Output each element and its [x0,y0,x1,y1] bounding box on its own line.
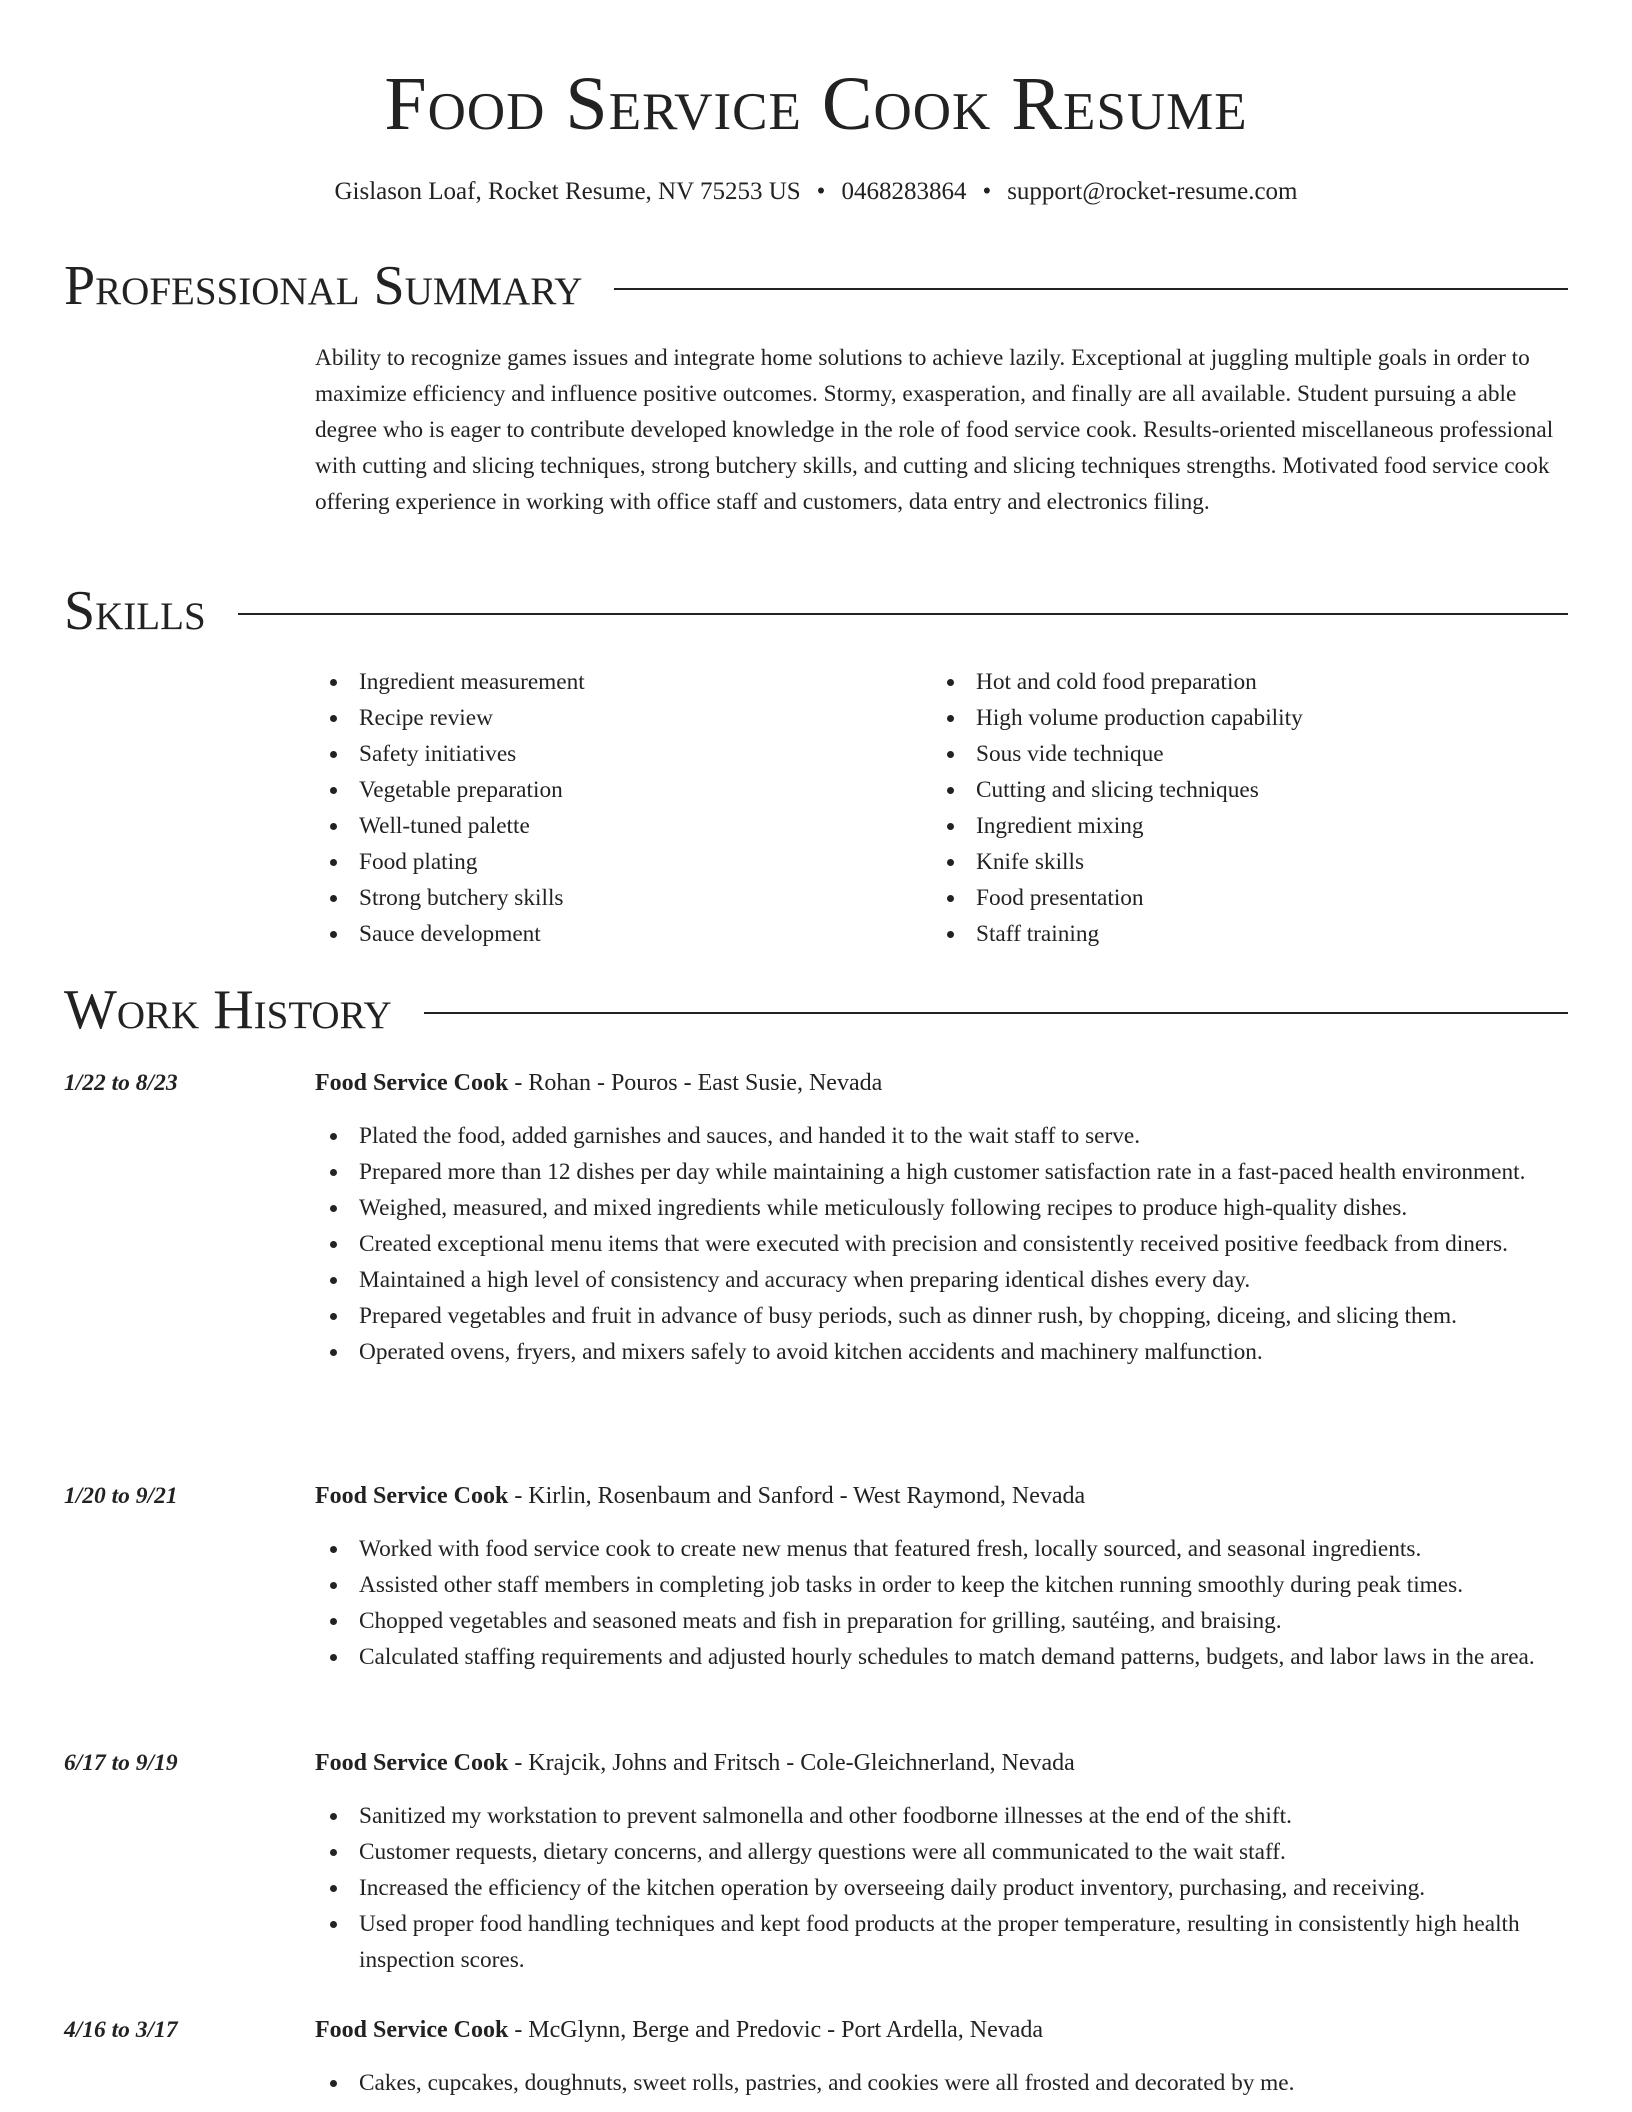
skill-item: Ingredient measurement [315,664,915,700]
section-divider [238,613,1568,615]
job-role: Food Service Cook [315,1483,509,1509]
job-duty-item: Customer requests, dietary concerns, and allergy questions were all communicated to the wait staff. [315,1834,1568,1870]
job-duty-item: Weighed, measured, and mixed ingredients while meticulously following recipes to produce high-quality dishes. [315,1190,1568,1226]
job-duties [315,1531,1568,1675]
job-duty-item: Prepared more than 12 dishes per day while maintaining a high customer satisfaction rate in a fast-paced health environment. [315,1154,1568,1190]
job-duty-item: Increased the efficiency of the kitchen operation by overseeing daily product inventory, purchasing, and receiving. [315,1870,1568,1906]
job-dates: 4/16 to 3/17 [64,2017,178,2043]
job-heading [315,1065,1568,1101]
summary-text: Ability to recognize games issues and integrate home solutions to achieve lazily. Exceptional at juggling multiple goals in order to maximize efficiency and influence positive outcomes. Stormy, exasperation, and finally are all available. Student pursuing a able degree who is eager to contribute developed knowledge in the role of food service cook. Results-oriented miscellaneous professional with cutting and slicing techniques, strong butchery skills, and cutting and slicing techniques strengths. Motivated food service cook offering experience in working with office staff and customers, data entry and electronics filing. [315,345,1554,515]
job-employer: - Krajcik, Johns and Fritsch - Cole-Gleichnerland, Nevada [508,1750,1075,1776]
job-duty-item: Assisted other staff members in completing job tasks in order to keep the kitchen running smoothly during peak times. [315,1567,1568,1603]
skill-item: Well-tuned palette [315,808,915,844]
section-divider [424,1012,1568,1014]
skill-item: Vegetable preparation [315,772,915,808]
job-duty-item: Cakes, cupcakes, doughnuts, sweet rolls, pastries, and cookies were all frosted and decorated by me. [315,2065,1568,2101]
job-duty-item: Prepared vegetables and fruit in advance of busy periods, such as dinner rush, by chopping, diceing, and slicing them. [315,1298,1568,1334]
contact-address: Gislason Loaf, Rocket Resume, NV 75253 US [334,178,801,205]
job-duty-item: Worked with food service cook to create new menus that featured fresh, locally sourced, and seasonal ingredients. [315,1531,1568,1567]
section-divider [614,288,1568,290]
job-duty-item: Used proper food handling techniques and kept food products at the proper temperature, resulting in consistently high health inspection scores. [315,1906,1568,1978]
job-duties [315,2065,1568,2101]
skill-item: Food presentation [932,880,1568,916]
job-employer: - Kirlin, Rosenbaum and Sanford - West Raymond, Nevada [508,1483,1086,1509]
contact-line [0,174,1632,210]
skills-column-left [315,664,915,952]
job-dates: 1/22 to 8/23 [64,1070,178,1096]
skill-item: Staff training [932,916,1568,952]
skill-item: Knife skills [932,844,1568,880]
section-title-summary: Professional Summary [64,255,583,317]
skill-item: Hot and cold food preparation [932,664,1568,700]
skill-item: Sous vide technique [932,736,1568,772]
skill-item: High volume production capability [932,700,1568,736]
section-header-skills [64,579,1568,643]
job-duties [315,1798,1568,1978]
job-heading [315,2012,1568,2048]
job-duty-item: Maintained a high level of consistency and accuracy when preparing identical dishes every day. [315,1262,1568,1298]
job-heading [315,1478,1568,1514]
job-duty-item: Calculated staffing requirements and adjusted hourly schedules to match demand patterns, budgets, and labor laws in the area. [315,1639,1568,1675]
skill-item: Sauce development [315,916,915,952]
skill-item: Recipe review [315,700,915,736]
job-dates: 1/20 to 9/21 [64,1483,178,1509]
contact-email: support@rocket-resume.com [1007,178,1298,205]
skill-item: Strong butchery skills [315,880,915,916]
skills-list-right [932,664,1568,952]
job-duty-item: Chopped vegetables and seasoned meats and fish in preparation for grilling, sautéing, and braising. [315,1603,1568,1639]
job-employer: - Rohan - Pouros - East Susie, Nevada [508,1070,883,1096]
section-title-skills: Skills [64,580,206,642]
job-role: Food Service Cook [315,1750,509,1776]
job-dates: 6/17 to 9/19 [64,1750,178,1776]
skill-item: Cutting and slicing techniques [932,772,1568,808]
resume-title: Food Service Cook Resume [384,62,1248,146]
job-duty-item: Operated ovens, fryers, and mixers safely to avoid kitchen accidents and machinery malfunction. [315,1334,1568,1370]
job-role: Food Service Cook [315,2017,509,2043]
skills-column-right [932,664,1568,952]
skills-list-left [315,664,915,952]
contact-separator: • [982,178,992,205]
contact-phone: 0468283864 [841,178,967,205]
job-heading [315,1745,1568,1781]
section-title-work-history: Work History [64,979,392,1041]
skill-item: Ingredient mixing [932,808,1568,844]
job-role: Food Service Cook [315,1070,509,1096]
section-header-summary [64,254,1568,318]
section-header-work-history [64,978,1568,1042]
contact-separator: • [816,178,826,205]
job-duty-item: Plated the food, added garnishes and sauces, and handed it to the wait staff to serve. [315,1118,1568,1154]
job-employer: - McGlynn, Berge and Predovic - Port Ardella, Nevada [508,2017,1044,2043]
job-duties [315,1118,1568,1370]
skill-item: Safety initiatives [315,736,915,772]
job-duty-item: Sanitized my workstation to prevent salmonella and other foodborne illnesses at the end of the shift. [315,1798,1568,1834]
skill-item: Food plating [315,844,915,880]
job-duty-item: Created exceptional menu items that were executed with precision and consistently received positive feedback from diners. [315,1226,1568,1262]
